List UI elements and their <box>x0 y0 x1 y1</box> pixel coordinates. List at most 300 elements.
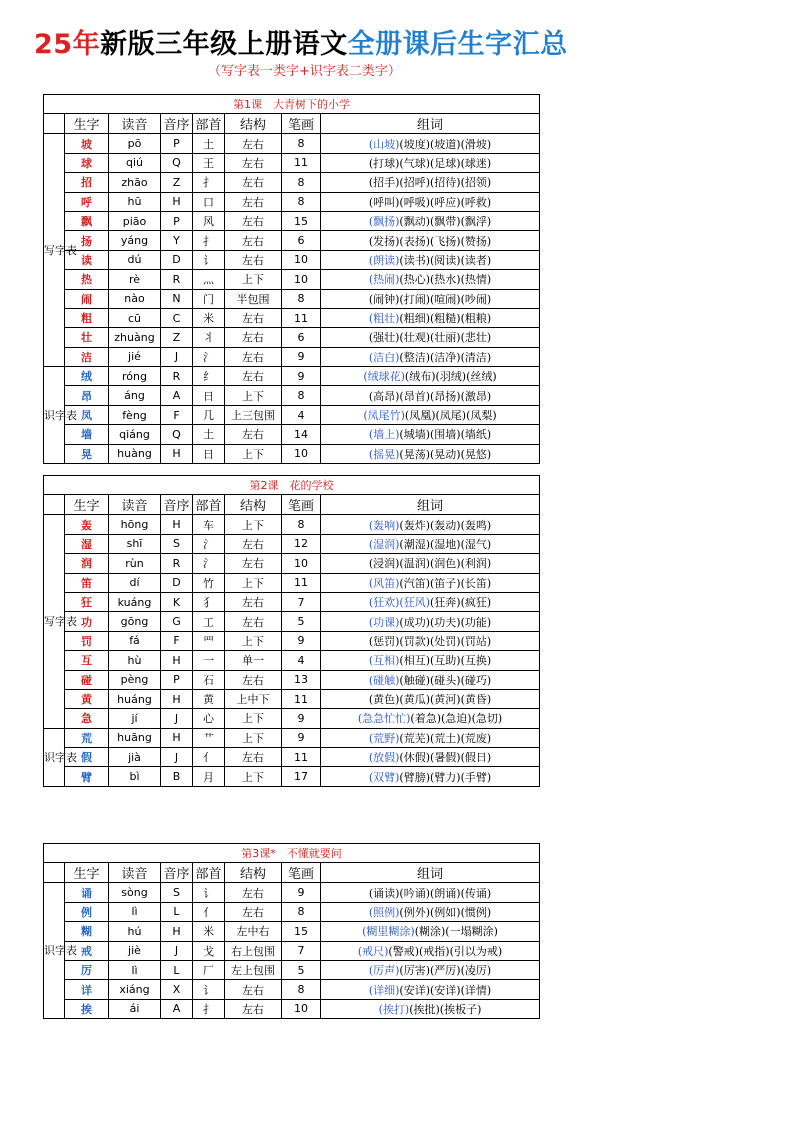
header-strokes: 笔画 <box>282 495 321 515</box>
strokes-cell: 10 <box>282 250 321 269</box>
table-row <box>44 902 540 921</box>
char-cell: 扬 <box>65 231 109 250</box>
pinyin-cell: róng <box>109 367 161 386</box>
header-structure: 结构 <box>225 495 282 515</box>
header-words: 组词 <box>321 114 540 134</box>
words-rest: (厉害)(严厉)(凌厉) <box>399 964 492 978</box>
structure-cell: 上下 <box>225 386 282 405</box>
strokes-cell: 9 <box>282 709 321 728</box>
radical-cell: 亻 <box>193 748 225 767</box>
pinyin-cell: shī <box>109 534 161 553</box>
words-rest: (相互)(互助)(互换) <box>399 654 492 668</box>
radical-cell: 扌 <box>193 999 225 1018</box>
group-label: 识字表 <box>44 728 65 786</box>
radical-cell: 犭 <box>193 592 225 611</box>
radical-cell: 黄 <box>193 689 225 708</box>
words-rest: (浸润)(温润)(润色)(利润) <box>368 557 492 571</box>
header-index: 音序 <box>161 863 193 883</box>
structure-cell: 左右 <box>225 153 282 172</box>
words-rest: (诵读)(吟诵)(朗诵)(传诵) <box>368 886 492 900</box>
structure-cell: 上三包围 <box>225 405 282 424</box>
radical-cell: 几 <box>193 405 225 424</box>
index-cell: L <box>161 960 193 979</box>
char-cell: 互 <box>65 651 109 670</box>
char-cell: 晃 <box>65 444 109 463</box>
strokes-cell: 11 <box>282 689 321 708</box>
pinyin-cell: ái <box>109 999 161 1018</box>
radical-cell: 扌 <box>193 173 225 192</box>
structure-cell: 左右 <box>225 211 282 230</box>
words-highlight: (放假) <box>368 751 400 765</box>
pinyin-cell: piāo <box>109 211 161 230</box>
index-cell: J <box>161 748 193 767</box>
header-char: 生字 <box>65 495 109 515</box>
words-highlight: (急急忙忙) <box>357 712 411 726</box>
char-cell: 笛 <box>65 573 109 592</box>
structure-cell: 左右 <box>225 999 282 1018</box>
char-cell: 狂 <box>65 592 109 611</box>
words-cell <box>321 134 540 153</box>
pinyin-cell: jí <box>109 709 161 728</box>
header-row <box>44 114 540 134</box>
header-structure: 结构 <box>225 114 282 134</box>
char-cell: 黄 <box>65 689 109 708</box>
structure-cell: 左右 <box>225 308 282 327</box>
radical-cell: 土 <box>193 134 225 153</box>
table-row <box>44 289 540 308</box>
pinyin-cell: jié <box>109 347 161 366</box>
char-cell: 糊 <box>65 922 109 941</box>
header-char: 生字 <box>65 114 109 134</box>
header-words: 组词 <box>321 495 540 515</box>
structure-cell: 左中右 <box>225 922 282 941</box>
char-cell: 例 <box>65 902 109 921</box>
words-highlight: (朗读) <box>368 253 400 267</box>
pinyin-cell: áng <box>109 386 161 405</box>
words-rest: (潮湿)(湿地)(湿气) <box>399 537 492 551</box>
radical-cell: 厂 <box>193 960 225 979</box>
strokes-cell: 10 <box>282 999 321 1018</box>
radical-cell: 纟 <box>193 367 225 386</box>
words-rest: (闹钟)(打闹)(喧闹)(吵闹) <box>368 292 492 306</box>
lesson-table <box>43 843 540 1019</box>
radical-cell: 工 <box>193 612 225 631</box>
strokes-cell: 7 <box>282 941 321 960</box>
words-highlight: (粗壮) <box>368 312 400 326</box>
structure-cell: 单一 <box>225 651 282 670</box>
header-structure: 结构 <box>225 863 282 883</box>
group-label: 写字表 <box>44 134 65 367</box>
words-highlight: (飘扬) <box>368 215 400 229</box>
words-cell <box>321 515 540 534</box>
words-rest: (绒布)(羽绒)(丝绒) <box>404 370 497 384</box>
table-row <box>44 999 540 1018</box>
words-rest: (高昂)(昂首)(昂扬)(激昂) <box>368 389 492 403</box>
radical-cell: 艹 <box>193 728 225 747</box>
words-highlight: (功课) <box>368 615 400 629</box>
table-row <box>44 922 540 941</box>
structure-cell: 左右 <box>225 980 282 999</box>
title-year: 25年 <box>34 29 101 60</box>
words-cell <box>321 289 540 308</box>
structure-cell: 上下 <box>225 573 282 592</box>
words-highlight: (厉声) <box>368 964 400 978</box>
pinyin-cell: zhuàng <box>109 328 161 347</box>
radical-cell: 月 <box>193 767 225 786</box>
words-cell <box>321 883 540 902</box>
words-cell <box>321 592 540 611</box>
char-cell: 球 <box>65 153 109 172</box>
words-rest: (糊涂)(一塌糊涂) <box>414 925 498 939</box>
radical-cell: 日 <box>193 444 225 463</box>
structure-cell: 左右 <box>225 748 282 767</box>
char-cell: 飘 <box>65 211 109 230</box>
strokes-cell: 7 <box>282 592 321 611</box>
words-highlight: (详细) <box>368 983 400 997</box>
index-cell: S <box>161 883 193 902</box>
words-highlight: (碰触) <box>368 673 400 687</box>
structure-cell: 左右 <box>225 347 282 366</box>
header-pinyin: 读音 <box>109 495 161 515</box>
strokes-cell: 11 <box>282 573 321 592</box>
char-cell: 戒 <box>65 941 109 960</box>
table-row <box>44 250 540 269</box>
radical-cell: 罒 <box>193 631 225 650</box>
words-rest: (读书)(阅读)(读者) <box>399 253 492 267</box>
table-row <box>44 134 540 153</box>
index-cell: F <box>161 405 193 424</box>
words-rest: (晃荡)(晃动)(晃悠) <box>399 447 492 461</box>
char-cell: 闹 <box>65 289 109 308</box>
lesson-table <box>43 475 540 787</box>
words-rest: (招手)(招呼)(招待)(招领) <box>368 176 492 190</box>
index-cell: P <box>161 134 193 153</box>
table-row <box>44 980 540 999</box>
words-cell <box>321 612 540 631</box>
table-row <box>44 960 540 979</box>
table-row <box>44 444 540 463</box>
words-rest: (挨批)(挨板子) <box>409 1002 482 1016</box>
strokes-cell: 12 <box>282 534 321 553</box>
pinyin-cell: pèng <box>109 670 161 689</box>
pinyin-cell: qiáng <box>109 425 161 444</box>
radical-cell: 丬 <box>193 328 225 347</box>
strokes-cell: 4 <box>282 651 321 670</box>
lesson-caption: 第1课 大青树下的小学 <box>44 95 540 114</box>
words-rest: (荒芜)(荒土)(荒废) <box>399 731 492 745</box>
lesson-caption: 第2课 花的学校 <box>44 476 540 495</box>
index-cell: A <box>161 999 193 1018</box>
words-cell <box>321 192 540 211</box>
char-cell: 呼 <box>65 192 109 211</box>
structure-cell: 左上包围 <box>225 960 282 979</box>
words-cell <box>321 173 540 192</box>
pinyin-cell: lì <box>109 960 161 979</box>
words-highlight: (凤尾竹) <box>363 409 405 423</box>
pinyin-cell: bì <box>109 767 161 786</box>
words-highlight: (山坡) <box>368 137 400 151</box>
words-cell <box>321 689 540 708</box>
radical-cell: 米 <box>193 308 225 327</box>
structure-cell: 上中下 <box>225 689 282 708</box>
pinyin-cell: kuáng <box>109 592 161 611</box>
table-row <box>44 231 540 250</box>
index-cell: H <box>161 444 193 463</box>
index-cell: Y <box>161 231 193 250</box>
table-row <box>44 612 540 631</box>
lesson-caption-row <box>44 95 540 114</box>
words-cell <box>321 631 540 650</box>
words-cell <box>321 405 540 424</box>
radical-cell: 扌 <box>193 231 225 250</box>
words-rest: (触碰)(碰头)(碰巧) <box>399 673 492 687</box>
structure-cell: 右上包围 <box>225 941 282 960</box>
index-cell: D <box>161 573 193 592</box>
index-cell: J <box>161 941 193 960</box>
words-highlight: (挨打) <box>378 1002 410 1016</box>
char-cell: 挨 <box>65 999 109 1018</box>
table-row <box>44 748 540 767</box>
header-blank <box>44 495 65 515</box>
strokes-cell: 14 <box>282 425 321 444</box>
table-row <box>44 308 540 327</box>
pinyin-cell: qiú <box>109 153 161 172</box>
table-row <box>44 386 540 405</box>
words-rest: (粗细)(粗糙)(粗粮) <box>399 312 492 326</box>
strokes-cell: 8 <box>282 902 321 921</box>
strokes-cell: 4 <box>282 405 321 424</box>
index-cell: D <box>161 250 193 269</box>
words-cell <box>321 902 540 921</box>
strokes-cell: 8 <box>282 386 321 405</box>
index-cell: B <box>161 767 193 786</box>
words-highlight: (照例) <box>368 905 400 919</box>
strokes-cell: 9 <box>282 367 321 386</box>
pinyin-cell: hōng <box>109 515 161 534</box>
words-highlight: (轰响) <box>368 518 400 532</box>
words-cell <box>321 748 540 767</box>
words-rest: (汽笛)(笛子)(长笛) <box>399 576 492 590</box>
words-highlight: (墙上) <box>368 428 400 442</box>
structure-cell: 左右 <box>225 670 282 689</box>
words-cell <box>321 270 540 289</box>
radical-cell: 车 <box>193 515 225 534</box>
table-row <box>44 651 540 670</box>
table-row <box>44 689 540 708</box>
radical-cell: 竹 <box>193 573 225 592</box>
char-cell: 坡 <box>65 134 109 153</box>
words-highlight: (热闹) <box>368 273 400 287</box>
pinyin-cell: jiè <box>109 941 161 960</box>
words-rest: (例外)(例如)(惯例) <box>399 905 492 919</box>
pinyin-cell: fèng <box>109 405 161 424</box>
structure-cell: 左右 <box>225 425 282 444</box>
radical-cell: 氵 <box>193 534 225 553</box>
strokes-cell: 9 <box>282 883 321 902</box>
page-title <box>34 22 568 61</box>
table-row <box>44 211 540 230</box>
words-highlight: (戒尺) <box>357 944 389 958</box>
radical-cell: 氵 <box>193 554 225 573</box>
strokes-cell: 8 <box>282 980 321 999</box>
radical-cell: 日 <box>193 386 225 405</box>
char-cell: 昂 <box>65 386 109 405</box>
strokes-cell: 13 <box>282 670 321 689</box>
table-row <box>44 367 540 386</box>
words-cell <box>321 308 540 327</box>
structure-cell: 左右 <box>225 250 282 269</box>
header-words: 组词 <box>321 863 540 883</box>
header-index: 音序 <box>161 495 193 515</box>
table-row <box>44 153 540 172</box>
words-cell <box>321 960 540 979</box>
char-cell: 功 <box>65 612 109 631</box>
structure-cell: 左右 <box>225 367 282 386</box>
pinyin-cell: gōng <box>109 612 161 631</box>
char-cell: 招 <box>65 173 109 192</box>
structure-cell: 左右 <box>225 902 282 921</box>
table-row <box>44 405 540 424</box>
header-radical: 部首 <box>193 863 225 883</box>
words-rest: (警戒)(戒指)(引以为戒) <box>388 944 503 958</box>
pinyin-cell: rùn <box>109 554 161 573</box>
index-cell: Z <box>161 328 193 347</box>
words-cell <box>321 347 540 366</box>
words-cell <box>321 444 540 463</box>
index-cell: H <box>161 515 193 534</box>
strokes-cell: 8 <box>282 192 321 211</box>
strokes-cell: 9 <box>282 347 321 366</box>
char-cell: 厉 <box>65 960 109 979</box>
index-cell: H <box>161 728 193 747</box>
words-rest: (臂膀)(臂力)(手臂) <box>399 770 492 784</box>
index-cell: X <box>161 980 193 999</box>
strokes-cell: 10 <box>282 444 321 463</box>
pinyin-cell: lì <box>109 902 161 921</box>
table-row <box>44 173 540 192</box>
strokes-cell: 10 <box>282 270 321 289</box>
structure-cell: 左右 <box>225 173 282 192</box>
index-cell: P <box>161 211 193 230</box>
structure-cell: 上下 <box>225 728 282 747</box>
lesson-table <box>43 94 540 464</box>
words-cell <box>321 367 540 386</box>
index-cell: F <box>161 631 193 650</box>
table-row <box>44 728 540 747</box>
index-cell: R <box>161 270 193 289</box>
index-cell: G <box>161 612 193 631</box>
header-radical: 部首 <box>193 114 225 134</box>
table-row <box>44 347 540 366</box>
words-cell <box>321 767 540 786</box>
strokes-cell: 10 <box>282 554 321 573</box>
header-index: 音序 <box>161 114 193 134</box>
table-row <box>44 631 540 650</box>
group-label: 写字表 <box>44 515 65 728</box>
table-row <box>44 592 540 611</box>
pinyin-cell: fá <box>109 631 161 650</box>
strokes-cell: 8 <box>282 289 321 308</box>
radical-cell: 戈 <box>193 941 225 960</box>
strokes-cell: 9 <box>282 631 321 650</box>
strokes-cell: 5 <box>282 612 321 631</box>
words-rest: (轰炸)(轰动)(轰鸣) <box>399 518 492 532</box>
group-label: 识字表 <box>44 883 65 1019</box>
structure-cell: 左右 <box>225 883 282 902</box>
header-row <box>44 495 540 515</box>
table-row <box>44 941 540 960</box>
words-rest: (成功)(功夫)(功能) <box>399 615 492 629</box>
words-cell <box>321 922 540 941</box>
table-row <box>44 192 540 211</box>
page-subtitle: （写字表一类字+识字表二类字） <box>208 64 401 79</box>
index-cell: H <box>161 651 193 670</box>
strokes-cell: 5 <box>282 960 321 979</box>
radical-cell: 米 <box>193 922 225 941</box>
words-rest: (发扬)(表扬)(飞扬)(赞扬) <box>368 234 492 248</box>
index-cell: J <box>161 709 193 728</box>
strokes-cell: 11 <box>282 308 321 327</box>
pinyin-cell: nào <box>109 289 161 308</box>
table-row <box>44 767 540 786</box>
structure-cell: 半包围 <box>225 289 282 308</box>
pinyin-cell: cū <box>109 308 161 327</box>
header-blank <box>44 114 65 134</box>
words-cell <box>321 153 540 172</box>
words-rest: (凤凰)(凤尾)(凤梨) <box>404 409 497 423</box>
pinyin-cell: jià <box>109 748 161 767</box>
char-cell: 诵 <box>65 883 109 902</box>
index-cell: P <box>161 670 193 689</box>
pinyin-cell: zhāo <box>109 173 161 192</box>
words-rest: (强壮)(壮观)(壮丽)(悲壮) <box>368 331 492 345</box>
radical-cell: 亻 <box>193 902 225 921</box>
structure-cell: 左右 <box>225 328 282 347</box>
structure-cell: 左右 <box>225 612 282 631</box>
lesson-caption-row <box>44 844 540 863</box>
lesson-caption: 第3课* 不懂就要问 <box>44 844 540 863</box>
words-highlight: (风笛) <box>368 576 400 590</box>
radical-cell: 氵 <box>193 347 225 366</box>
index-cell: J <box>161 347 193 366</box>
pinyin-cell: huāng <box>109 728 161 747</box>
char-cell: 读 <box>65 250 109 269</box>
pinyin-cell: dú <box>109 250 161 269</box>
pinyin-cell: huáng <box>109 689 161 708</box>
pinyin-cell: pō <box>109 134 161 153</box>
strokes-cell: 6 <box>282 231 321 250</box>
index-cell: L <box>161 902 193 921</box>
char-cell: 热 <box>65 270 109 289</box>
char-cell: 急 <box>65 709 109 728</box>
structure-cell: 左右 <box>225 592 282 611</box>
char-cell: 罚 <box>65 631 109 650</box>
words-cell <box>321 651 540 670</box>
char-cell: 绒 <box>65 367 109 386</box>
words-highlight: (互相) <box>368 654 400 668</box>
pinyin-cell: hù <box>109 651 161 670</box>
char-cell: 臂 <box>65 767 109 786</box>
pinyin-cell: sòng <box>109 883 161 902</box>
index-cell: Q <box>161 153 193 172</box>
words-highlight: (洁白) <box>368 350 400 364</box>
index-cell: Z <box>161 173 193 192</box>
radical-cell: 门 <box>193 289 225 308</box>
lesson-caption-row <box>44 476 540 495</box>
index-cell: A <box>161 386 193 405</box>
radical-cell: 讠 <box>193 250 225 269</box>
header-radical: 部首 <box>193 495 225 515</box>
